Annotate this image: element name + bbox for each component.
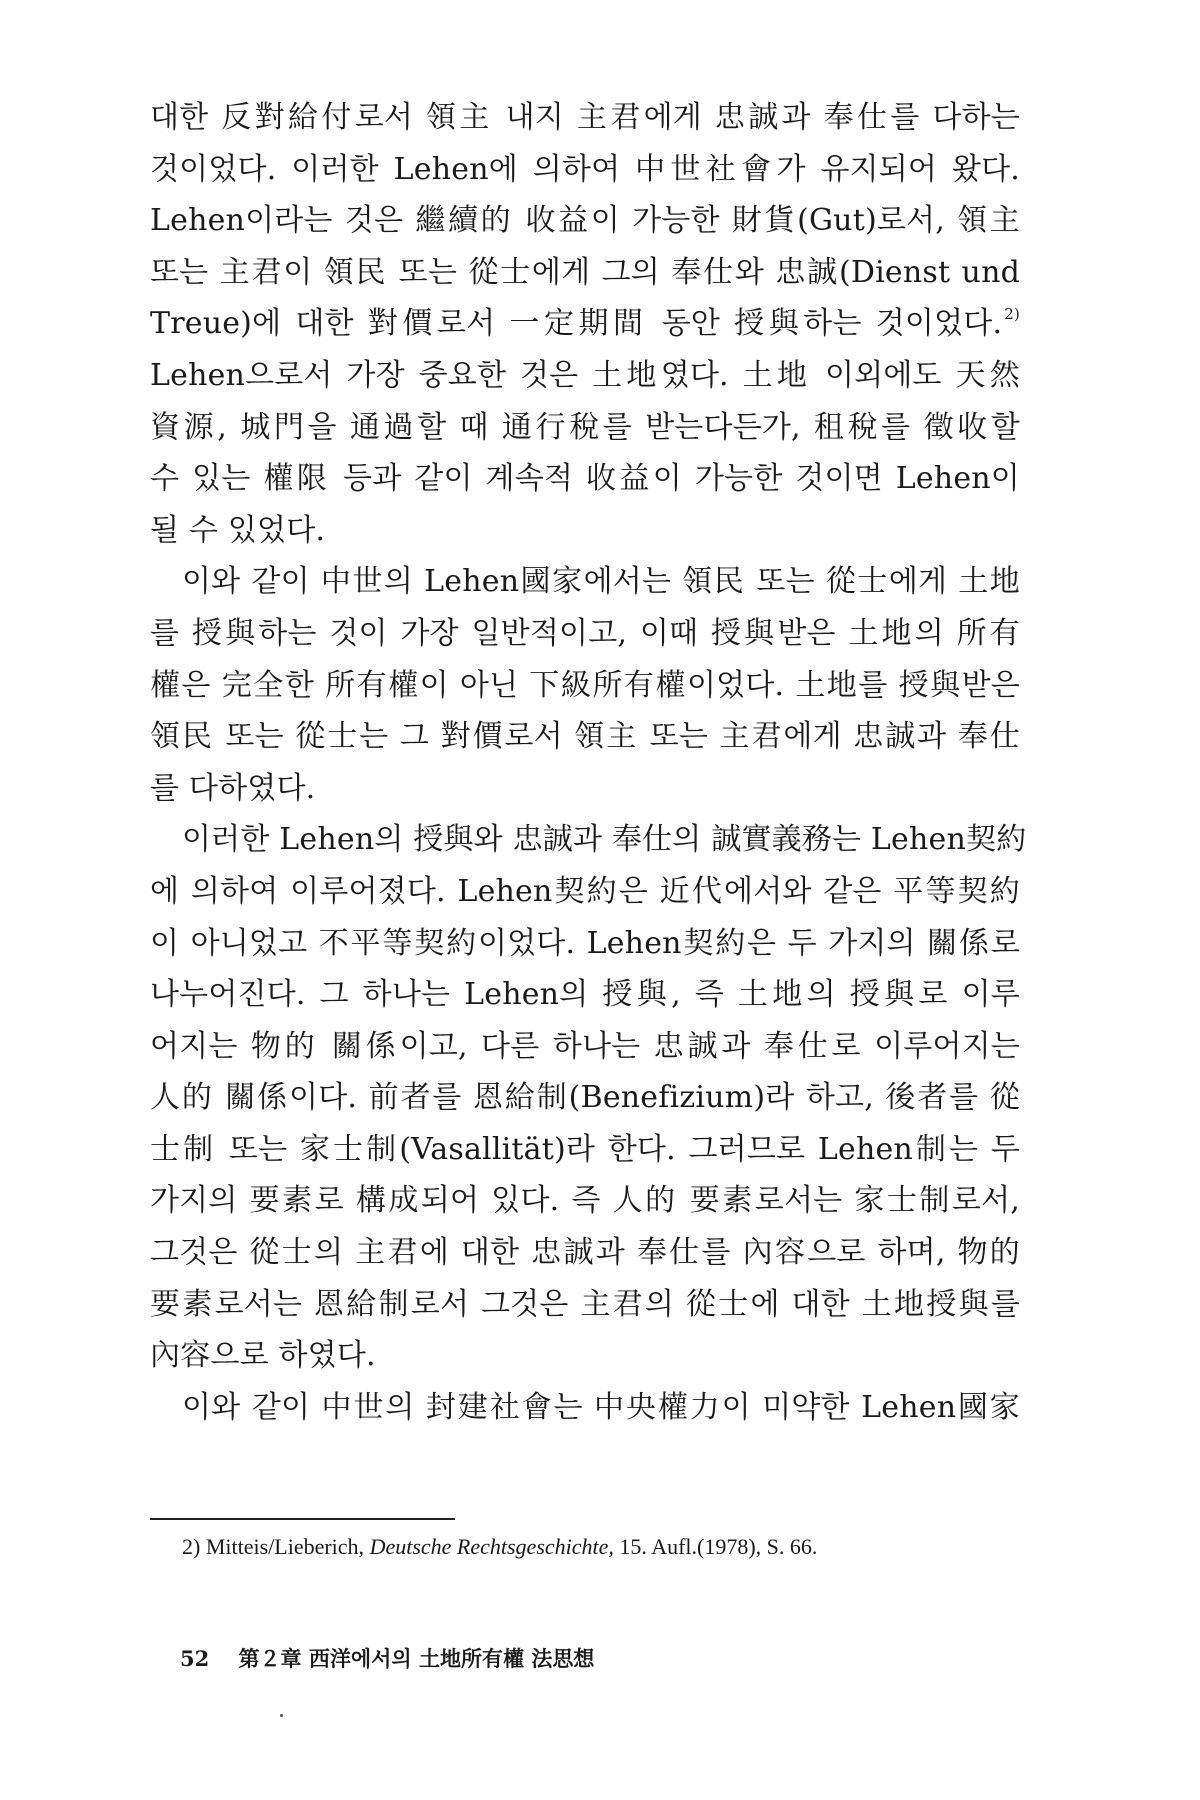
footnote-number: 2) [182,1534,201,1559]
text-line: 權은 完全한 所有權이 아닌 下級所有權이었다. 土地를 授與받은 [150,667,1020,703]
footnote-authors: Mitteis/Lieberich, [205,1534,365,1559]
text-line-content: Treue)에 대한 對價로서 一定期間 동안 授與하는 것이었다. [150,306,1003,342]
text-line: 수 있는 權限 등과 같이 계속적 收益이 가능한 것이면 Lehen이 [150,461,1020,497]
scan-speck [280,1714,283,1717]
chapter-title: 第２章 西洋에서의 土地所有權 法思想 [238,1646,595,1671]
text-line: 어지는 物的 關係이고, 다른 하나는 忠誠과 奉仕로 이루어지는 [150,1028,1020,1064]
text-line: 그것은 從士의 主君에 대한 忠誠과 奉仕를 內容으로 하며, 物的 [150,1235,1020,1271]
text-line: 것이었다. 이러한 Lehen에 의하여 中世社會가 유지되어 왔다. [150,151,1020,187]
text-line: 領民 또는 從士는 그 對價로서 領主 또는 主君에게 忠誠과 奉仕 [150,719,1020,755]
text-line: 나누어진다. 그 하나는 Lehen의 授與, 즉 土地의 授與로 이루 [150,977,1020,1013]
text-line: 대한 反對給付로서 領主 내지 主君에게 忠誠과 奉仕를 다하는 [150,100,1020,135]
text-line: 또는 主君이 領民 또는 從士에게 그의 奉仕와 忠誠(Dienst und [150,254,1020,290]
text-line: 될 수 있었다. [150,512,326,548]
text-line: 이와 같이 中世의 Lehen國家에서는 領民 또는 從士에게 土地 [182,564,1020,600]
text-line: 이와 같이 中世의 封建社會는 中央權力이 미약한 Lehen國家 [182,1389,1020,1425]
text-line: 를 다하였다. [150,770,316,806]
text-line-with-footnote [150,298,1020,350]
text-line: 이러한 Lehen의 授與와 忠誠과 奉仕의 誠實義務는 Lehen契約 [182,822,1027,858]
text-line: 要素로서는 恩給制로서 그것은 主君의 從士에 대한 土地授與를 [150,1286,1020,1322]
footnote-reference: 2) [1004,305,1020,324]
text-line: 에 의하여 이루어졌다. Lehen契約은 近代에서와 같은 平等契約 [150,873,1020,909]
text-line: 資源, 城門을 通過할 때 通行稅를 받는다든가, 租稅를 徵收할 [150,409,1020,445]
text-line: 이 아니었고 不平等契約이었다. Lehen契約은 두 가지의 關係로 [150,925,1020,961]
text-line: 內容으로 하였다. [150,1338,376,1374]
text-line: 를 授與하는 것이 가장 일반적이고, 이때 授與받은 土地의 所有 [150,615,1020,651]
footnote-details: 15. Aufl.(1978), S. 66. [619,1534,818,1559]
page-number: 52 [180,1646,210,1671]
text-line: 士制 또는 家士制(Vasallität)라 한다. 그러므로 Lehen制는 두 [150,1131,1020,1167]
text-line: 가지의 要素로 構成되어 있다. 즉 人的 要素로서는 家士制로서, [150,1183,1020,1219]
running-footer [180,1645,594,1673]
footnote-title: Deutsche Rechtsgeschichte, [369,1534,614,1559]
text-line: Lehen이라는 것은 繼續的 收益이 가능한 財貨(Gut)로서, 領主 [150,203,1020,239]
text-line: 人的 關係이다. 前者를 恩給制(Benefizium)라 하고, 後者를 從 [150,1080,1020,1116]
body-text [150,92,1027,1433]
footnote-divider [150,1518,455,1520]
text-line: Lehen으로서 가장 중요한 것은 土地였다. 土地 이외에도 天然 [150,357,1020,393]
footnote [182,1532,817,1562]
